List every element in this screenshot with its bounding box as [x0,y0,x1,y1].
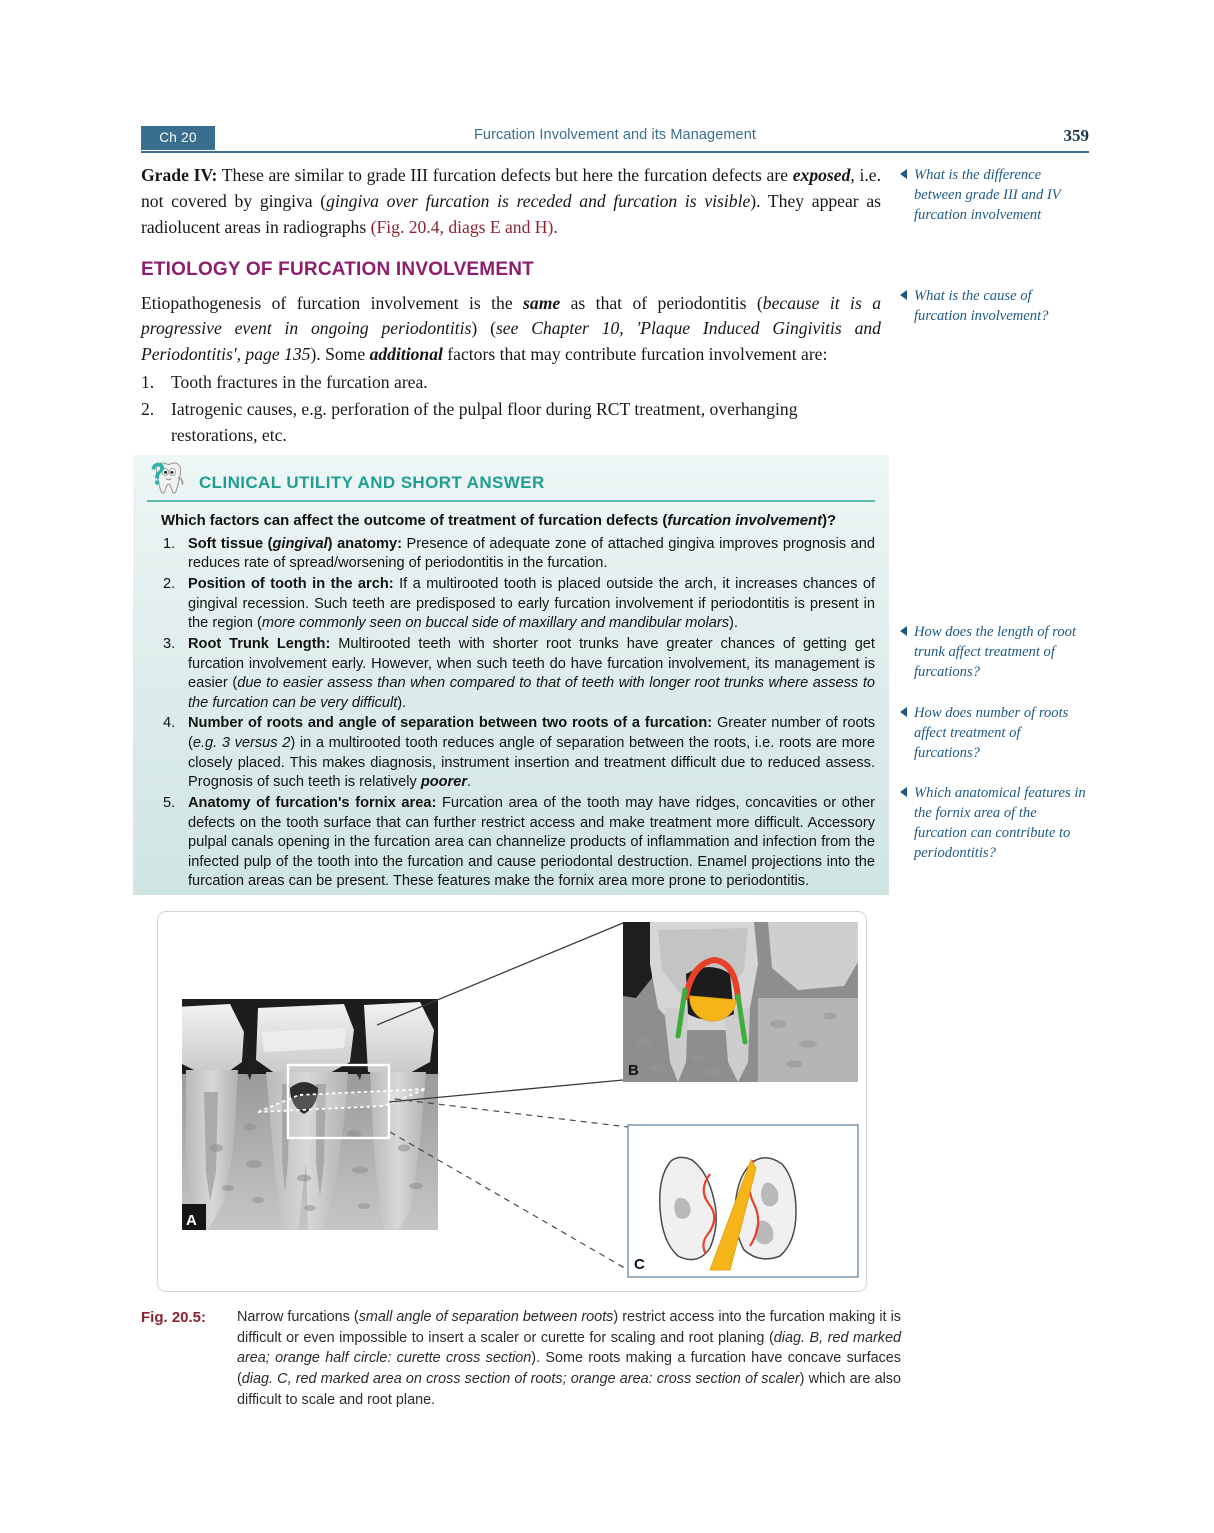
page-title: ETIOLOGY OF FURCATION INVOLVEMENT [141,258,534,280]
caption-italic-2: diag. B, red marked area; orange half circle: curette cross section [237,1329,901,1367]
etiology-part-4: ). Some [310,344,370,365]
list-item-number: 2. [141,399,155,420]
list-item-italic: more commonly seen on buccal side of maxillary and mandibular molars [261,615,730,632]
triangle-left-icon [900,707,907,717]
list-item-text-after: ). [397,694,407,711]
clinical-utility-body [161,512,875,893]
list-item-text-after: ). [729,615,738,632]
figure-graphic [158,912,866,1291]
cu-question-part-2: )? [822,513,837,529]
cu-question-part-1: Which factors can affect the outcome of treatment of furcation defects ( [161,513,668,529]
clinical-utility-question [161,512,875,532]
list-item-number: 4. [163,715,176,732]
triangle-left-icon [900,290,907,300]
list-item-text: Presence of adequate zone of attached gingiva improves prognosis and reduces rate of spread/worsening of periodontitis in the furcation. [188,535,876,572]
list-item-bold-label: Root Trunk Length: [188,635,331,652]
etiology-italic-1: because it is a progressive event in ongoing periodontitis [141,292,882,339]
list-item [141,370,881,396]
list-item [161,575,875,634]
panel-b-radiograph [623,922,858,1082]
figure-caption [141,1307,901,1411]
list-item-text: Furcation area of the tooth may have ridges, concavities or other defects on the tooth surface that can further restrict access and make treatment more difficult. Accessory pulpal canals opening in the furcation area can channelize products of inflammation and infection from the infected pulp of the tooth into the furcation and cause periodontal destruction. Enamel projections into the furcation areas can be present. These features make the fornix area more prone to periodontitis. [188,794,876,890]
cu-question-italic: furcation involvement [667,513,823,529]
panel-a-label: A [186,1212,197,1229]
clinical-utility-header [147,458,875,502]
list-item-text-after: ) in a multirooted tooth reduces angle of separation between the roots, i.e. roots are more closely placed. This makes diagnosis, instrument insertion and treatment difficult due to reduced assess. Prognosis of such teeth is relatively [188,735,875,791]
etiology-part-2: as that of periodontitis ( [560,292,763,313]
margin-question-1 [900,166,1086,226]
list-item-italic: due to easier assess than when compared to that of teeth with longer root trunks where assess to the furcation can be very difficult [188,675,875,711]
caption-italic-3: diag. C, red marked area on cross section of roots; orange area: cross section of scaler [241,1371,800,1388]
clinical-utility-title: CLINICAL UTILITY AND SHORT ANSWER [199,473,545,492]
clinical-utility-box [133,455,889,895]
margin-question-3 [900,623,1086,683]
page-number: 359 [1063,126,1089,145]
list-item [141,397,881,449]
grade-iv-text-2: , i.e. not covered by gingiva ( [141,165,881,211]
leader-line-b-top [377,923,623,1025]
margin-question-text: How does number of roots affect treatment of furcations? [914,705,1069,761]
caption-part-4: ) which are also difficult to scale and root plane. [237,1371,902,1408]
margin-question-text: Which anatomical features in the fornix area of the furcation can contribute to periodontitis? [914,785,1086,861]
list-item [161,794,875,892]
list-item-bold-label: Number of roots and angle of separation between two roots of a furcation: [188,715,713,732]
list-item-text: Greater number of roots ( [188,715,875,752]
margin-question-text: What is the cause of furcation involvement? [914,288,1049,324]
caption-part-3: ). Some roots making a furcation have concave surfaces ( [237,1350,901,1388]
etiology-paragraph [141,291,881,369]
panel-c-diagram [628,1125,858,1277]
grade-iv-exposed: exposed [792,165,851,185]
list-item-bold-label: Anatomy of furcation's fornix area: [188,794,437,811]
etiology-part-3: ) ( [471,318,496,339]
grade-iv-text-1: These are similar to grade III furcation defects but here the furcation defects are [217,165,793,185]
list-item-number: 5. [163,794,176,811]
list-item-bold-label: Position of tooth in the arch: [188,576,394,593]
tooth-question-mark-icon [147,456,193,502]
margin-question-text: What is the difference between grade III and IV furcation involvement [914,167,1061,223]
grade-iv-label: Grade IV: [141,165,218,185]
list-item [161,714,875,793]
list-item-number: 3. [163,635,176,652]
figure-20-5 [157,911,867,1292]
figure-caption-text [237,1307,901,1411]
list-item-text: Tooth fractures in the furcation area. [171,372,428,393]
list-item-bold-italic-end: poorer [420,774,468,791]
list-item-text: If a multirooted tooth is placed outside the arch, it increases chances of gingival recession. Such teeth are predisposed to early furcation involvement if periodontitis is present in the region ( [188,576,876,632]
margin-question-2 [900,287,1086,327]
panel-c-label: C [634,1256,645,1273]
list-item [161,635,875,714]
list-item-text-end: . [467,774,472,791]
chapter-tab: Ch 20 [141,126,215,150]
caption-italic-1: small angle of separation between roots [358,1309,614,1325]
running-head-title: Furcation Involvement and its Management [473,127,757,143]
list-item-number: 2. [163,576,176,593]
etiology-italic-2: see Chapter 10, 'Plaque Induced Gingivitis and Periodontitis', page 135 [141,318,881,365]
triangle-left-icon [900,169,907,179]
triangle-left-icon [900,626,907,636]
clinical-utility-list [161,535,875,892]
list-item-text: Iatrogenic causes, e.g. perforation of the pulpal floor during RCT treatment, overhanging restorations, etc. [171,399,798,445]
list-item-number: 1. [163,535,176,552]
header-divider [141,151,1089,153]
grade-iv-text-3: ). They appear as radiolucent areas in radiographs [141,190,881,237]
etiology-additional: additional [369,344,443,365]
grade-iv-figure-ref: (Fig. 20.4, diags E and H). [370,216,558,237]
margin-question-text: How does the length of root trunk affect treatment of furcations? [914,624,1077,680]
etiology-part-1: Etiopathogenesis of furcation involvement is the [141,292,524,313]
list-item-bold-label: Soft tissue (gingival) anatomy: [188,535,402,552]
main-text-column [141,163,881,477]
triangle-left-icon [900,787,907,797]
panel-a-radiograph [176,999,438,1230]
list-item-number: 1. [141,372,155,393]
etiology-part-5: factors that may contribute furcation involvement are: [442,344,828,365]
running-head [141,126,1089,160]
clinical-utility-divider [147,500,875,502]
grade-iv-italic-1: gingiva over furcation is receded and furcation is visible [326,190,751,211]
caption-part-1: Narrow furcations ( [237,1309,359,1325]
caption-part-2: ) restrict access into the furcation making it is difficult or even impossible to insert a scaler or curette for scaling and root planing ( [237,1309,901,1346]
list-item-text: Multirooted teeth with shorter root trunks have greater chances of getting get furcation involvement early. However, when such teeth do have furcation involvement, its management is easier ( [188,635,875,692]
margin-question-4 [900,704,1086,764]
list-item-italic: e.g. 3 versus 2 [192,735,291,752]
margin-question-5 [900,784,1086,863]
grade-iv-paragraph [141,163,881,241]
etiology-same: same [523,292,561,313]
panel-b-label: B [628,1062,639,1079]
figure-caption-label: Fig. 20.5: [141,1309,207,1326]
list-item [161,535,875,574]
